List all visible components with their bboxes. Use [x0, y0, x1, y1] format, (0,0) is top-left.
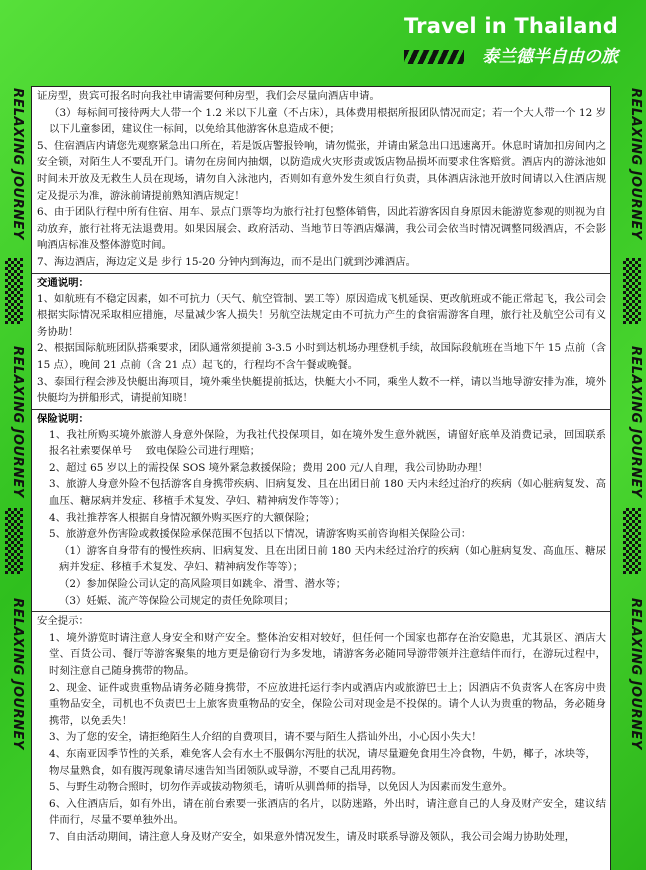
hotel-line: 证房型，贵宾可报名时向我社申请需要何种房型，我们会尽量向酒店申请。: [37, 90, 380, 102]
hotel-line: 7、海边酒店，海边定义是 步行 15-20 分钟内到海边，而不是出门就到沙滩酒店。: [37, 255, 416, 268]
checker-pattern-icon: [5, 508, 23, 574]
traffic-section: [32, 274, 610, 410]
safety-line: 2、现金、证件或贵重物品请务必随身携带，不应放进托运行李内或酒店内或旅游巴士上；因酒店不负责客人在客房中贵重物品安全，司机也不负责巴士上旅客贵重物品的安全，保险公司对现金是不投保的。请个人认为贵重的物品，务必随身携带，以免丢失！: [49, 681, 606, 727]
insurance-line: 4、我社推荐客人根据自身情况额外购买医疗的大额保险；: [49, 511, 316, 524]
insurance-sub-line: （1）游客自身带有的慢性疾病、旧病复发、且在出团日前 180 天内未经过治疗的疾病（如心脏病复发、高血压、糖尿病并发症、移植手术复发、孕妇、精神病发作等等）；: [59, 544, 606, 574]
stripes-icon: [404, 50, 464, 64]
side-text: RELAXING JOURNEY: [10, 346, 25, 498]
document-page: [31, 86, 611, 870]
safety-section: [32, 612, 610, 847]
checker-pattern-icon: [623, 508, 641, 574]
safety-line: 5、与野生动物合照时，切勿作弄或拔动物须毛，请听从驯兽师的指导，以免因人为因素而发生意外。: [49, 781, 513, 794]
side-text: RELAXING JOURNEY: [628, 88, 643, 240]
checker-pattern-icon: [5, 258, 23, 324]
side-text: RELAXING JOURNEY: [10, 88, 25, 240]
checker-pattern-icon: [623, 258, 641, 324]
traffic-line: 3、泰国行程会涉及快艇出海项目，境外乘坐快艇提前抵达，快艇大小不同，乘坐人数不一样，请以当地导游安排为准，境外快艇均为拼船形式，请提前知晓！: [37, 375, 606, 405]
section-heading: 交通说明：: [37, 276, 89, 289]
side-text: RELAXING JOURNEY: [628, 598, 643, 750]
section-heading: 保险说明：: [37, 412, 89, 425]
right-side-banner: [621, 88, 643, 870]
insurance-line: 5、旅游意外伤害险或救援保险承保范围不包括以下情况，请游客购买前咨询相关保险公司：: [49, 528, 472, 541]
hotel-section: [32, 87, 610, 274]
insurance-sub-line: （3）妊娠、流产等保险公司规定的责任免除项目；: [59, 594, 295, 607]
side-text: RELAXING JOURNEY: [10, 598, 25, 750]
insurance-line: 2、超过 65 岁以上的需投保 SOS 境外紧急救援保险；费用 200 元/人自理，我公司协助办理！: [49, 461, 489, 474]
safety-line: 4、东南亚因季节性的关系，难免客人会有水土不服偶尔泻肚的状况，请尽量避免食用生冷食物，牛奶，椰子，冰块等，: [49, 747, 596, 760]
hotel-line: 5、住宿酒店内请您先观察紧急出口所在，若是饭店警报铃响，请勿慌张，并请由紧急出口迅速离开。休息时请加扣房间内之安全锁，对陌生人不要乱开门。请勿在房间内抽烟，以防造成火灾形责或饭店物品损坏而要求住客赔赏。酒店内的游泳池如时间未开放及无救生人员在现场，请勿自入泳池内，否则如有意外发生须自行负责，具体酒店泳池开放时间请以入住酒店规定及提示为准，游泳前请提前熟知酒店规定！: [37, 139, 606, 202]
side-text: RELAXING JOURNEY: [628, 346, 643, 498]
brand-subtitle: 泰兰德半自由の旅: [482, 47, 618, 67]
hotel-line: 6、由于团队行程中所有住宿、用车、景点门票等均为旅行社打包整体销售，因此若游客因自身原因未能游览参观的则视为自动放弃，旅行社将无法退费用。如果因展会、政府活动、当地节日等酒店爆满，我公司会依当时情况调整同级酒店，不会影响酒店标准及整体游览时间。: [37, 206, 606, 252]
traffic-line: 2、根据国际航班团队搭乘要求，团队通常须提前 3-3.5 小时到达机场办理登机手续，故国际段航班在当地下午 15 点前（含 15 点），晚间 21 点前（含 21 点）起飞的，行程均不含午餐或晚餐。: [37, 342, 606, 371]
insurance-line: 3、旅游人身意外险不包括游客自身携带疾病、旧病复发、且在出团日前 180 天内未经过治疗的疾病（如心脏病复发、高血压、糖尿病并发症、移植手术复发、孕妇、精神病发作等等）；: [49, 478, 606, 508]
safety-line: 7、自由活动期间，请注意人身及财产安全，如果意外情况发生，请及时联系导游及领队，我公司会竭力协助处理，: [49, 830, 576, 843]
traffic-line: 1、如航班有不稳定因素，如不可抗力（天气、航空管制、罢工等）原因造成飞机延误、更改航班或不能正常起飞，我公司会根据实际情况采取相应措施，尽量减少客人损失！另航空法规定由不可抗力产生的食宿需游客自理，旅行社及航空公司有义务协助！: [37, 292, 606, 338]
insurance-sub-line: （2）参加保险公司认定的高风险项目如跳伞、滑雪、潜水等；: [59, 578, 347, 591]
brand-title: Travel in Thailand: [403, 14, 618, 38]
hotel-line: （3）每标间可接待两大人带一个 1.2 米以下儿童（不占床），具体费用根据所报团队情况而定；若一个大人带一个 12 岁以下儿童参团，建议住一标间，以免给其他游客休息造成不便；: [49, 106, 606, 136]
insurance-section: [32, 410, 610, 613]
left-side-banner: [3, 88, 25, 870]
safety-line: 1、境外游览时请注意人身安全和财产安全。整体治安相对较好，但任何一个国家也都存在治安隐患，尤其景区、酒店大堂、百货公司、餐厅等游客聚集的地方更是偷窃行为多发地，请游客务必随同导游带领并注意结伴而行，在游玩过程中，时刻注意自己随身携带的物品。: [49, 631, 606, 677]
safety-line: 3、为了您的安全，请拒绝陌生人介绍的自费项目，请不要与陌生人搭讪外出，小心因小失大！: [49, 731, 482, 744]
brand-header: [0, 0, 646, 82]
section-heading: 安全提示：: [37, 615, 89, 628]
safety-line: 物尽量熟食，如有腹泻现象请尽速告知当团领队或导游，不要自己乱用药物。: [49, 764, 403, 777]
insurance-line: 1、我社所购买境外旅游人身意外保险，为我社代投保项目，如在境外发生意外就医，请留好底单及消费记录，回国联系报名社索要保单号 致电保险公司进行理赔；: [49, 428, 606, 458]
safety-line: 6、入住酒店后，如有外出，请在前台索要一张酒店的名片，以防迷路，外出时，请注意自己的人身及财产安全，建议结伴而行，尽量不要单独外出。: [49, 797, 606, 827]
